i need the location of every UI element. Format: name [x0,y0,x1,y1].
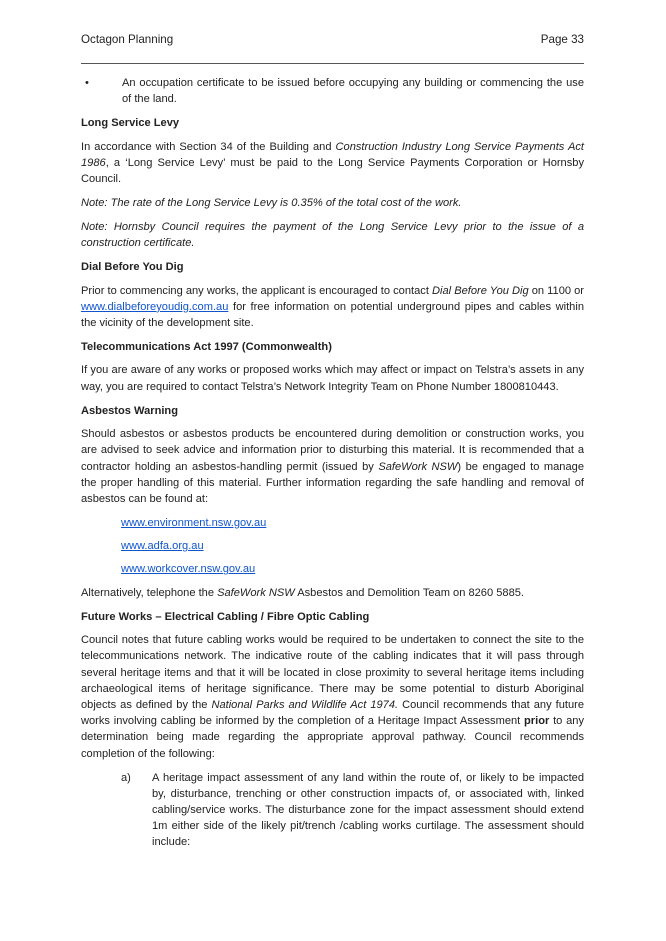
heading-asbestos-warning: Asbestos Warning [81,404,178,417]
lsl-note-rate-text: Note: The rate of the Long Service Levy is 0.35% of the total cost of the work. [81,196,462,209]
asbestos-agency-name: SafeWork NSW [378,460,458,473]
alt-text-2: Asbestos and Demolition Team on 8260 5885. [294,586,524,599]
dbyd-paragraph [81,283,584,332]
lsl-paragraph [81,139,584,188]
asbestos-link-row [81,515,584,531]
header-org-name: Octagon Planning [81,33,174,46]
asbestos-alternative [81,585,584,601]
asbestos-text-2: ) be engaged to manage the proper handling of this material. Further information regarding the safe handling and removal of asbestos can be found at: [81,460,584,505]
heading-future-works: Future Works – Electrical Cabling / Fibre Optic Cabling [81,610,370,623]
heading-long-service-levy: Long Service Levy [81,117,180,130]
header-divider [81,63,584,64]
page-header [81,32,584,48]
future-text-1: Council notes that future cabling works would be required to be undertaken to connect the site to the telecommunications network. The indicative route of the cabling indicates that it will pass through several heritage items and that it will be located in close proximity to several heritage items including archaeological items of heritage significance. There may be some potential to disturb Aboriginal objects as defined by the [81,634,584,712]
future-text-2: Council recommends that any future works involving cabling be informed by the completion of a Heritage Impact Assessment [81,699,584,728]
dbyd-text-2: on 1100 or [528,284,584,297]
dbyd-text-3: for free information on potential underground pipes and cables within the vicinity of the development site. [81,300,584,329]
workcover-link[interactable]: www.workcover.nsw.gov.au [121,563,256,576]
bullet-text: An occupation certificate to be issued before occupying any building or commencing the use of the land. [122,77,584,106]
lsl-note-hornsby [81,219,584,251]
future-paragraph [81,632,584,762]
bullet-symbol: • [85,77,89,89]
list-item [81,770,584,851]
telecom-paragraph: If you are aware of any works or proposed works which may affect or impact on Telstra’s assets in any way, you are required to contact Telstra’s Network Integrity Team on Phone Number 1800810443. [81,364,584,393]
asbestos-paragraph [81,426,584,507]
dbyd-service-name: Dial Before You Dig [432,284,529,297]
header-page-number: Page 33 [540,33,584,46]
alt-text-1: Alternatively, telephone the [81,586,218,599]
adfa-link[interactable]: www.adfa.org.au [121,540,204,553]
lsl-text-2: , a ‘Long Service Levy’ must be paid to the Long Service Payments Corporation or Hornsby Council. [81,156,584,186]
list-item-label: a) [121,771,131,784]
dbyd-text-1: Prior to commencing any works, the applicant is encouraged to contact [81,284,432,297]
bullet-item [81,75,584,107]
asbestos-link-row [81,561,584,577]
asbestos-text-1: Should asbestos or asbestos products be encountered during demolition or construction works, you are advised to seek advice and information prior to disturbing this material. It is recommended that a contractor holding an asbestos-handling permit (issued by [81,428,584,473]
future-act-name: National Parks and Wildlife Act 1974. [211,699,399,712]
list-item-text: A heritage impact assessment of any land within the route of, or likely to be impacted by, disturbance, trenching or other construction impacts of, or associated with, linked cabling/service works. The disturbance zone for the impact assessment should extend 1m either side of the likely pit/trench /cabling works curtilage. The assessment should include: [152,771,584,849]
lsl-note-rate [81,195,584,211]
lsl-note-hornsby-text: Note: Hornsby Council requires the payment of the Long Service Levy prior to the issue of a construction certificate. [81,220,584,250]
document-body [81,75,584,851]
lsl-act-name: Construction Industry Long Service Payments Act 1986 [81,140,584,169]
environment-link[interactable]: www.environment.nsw.gov.au [121,516,267,529]
future-text-3: to any determination being made regarding the appropriate approval pathway. Council recommends completion of the following: [81,715,584,760]
alt-agency-name: SafeWork NSW [217,586,295,599]
future-emphasis-prior: prior [524,715,550,728]
heading-dial-before-you-dig: Dial Before You Dig [81,260,184,273]
asbestos-link-row [81,538,584,554]
heading-telecommunications-act: Telecommunications Act 1997 (Commonwealth) [81,340,332,353]
dbyd-link[interactable]: www.dialbeforeyoudig.com.au [81,300,229,313]
lsl-text-1: In accordance with Section 34 of the Building and [81,140,336,153]
